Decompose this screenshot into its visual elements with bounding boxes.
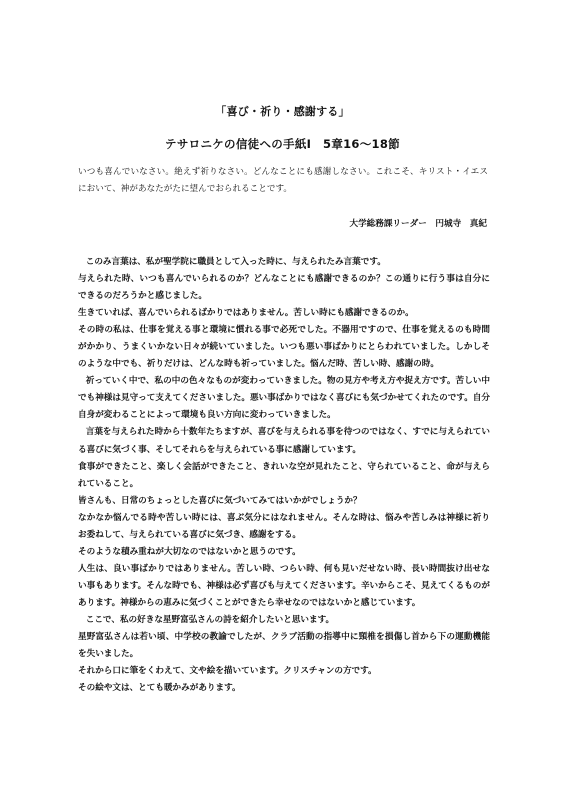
paragraph: 星野富弘さんは若い頃、中学校の教諭でしたが、クラブ活動の指導中に頸椎を損傷し首から下の運動機能を失いました。: [78, 632, 490, 660]
paragraph: それから口に筆をくわえて、文や絵を描いています。クリスチャンの方です。: [78, 666, 377, 677]
document-title: 「喜び・祈り・感謝する」: [215, 105, 350, 118]
scripture-reference: テサロニケの信徒への手紙Ⅰ 5章16～18節: [165, 137, 400, 151]
paragraph: なかなか悩んでる時や苦しい時には、喜ぶ気分にはなれません。そんな時は、悩みや苦しみは神様に祈りお委ねして、与えられている喜びに気づき、感謝をする。: [78, 512, 490, 540]
paragraph: そのような積み重ねが大切なのではないかと思うのです。: [78, 546, 301, 557]
body-text: [78, 254, 490, 697]
paragraph: その絵や文は、とても暖かみがあります。: [78, 683, 241, 694]
paragraph: ここで、私の好きな星野富弘さんの詩を紹介したいと思います。: [85, 614, 335, 625]
paragraph: 皆さんも、日常のちょっとした喜びに気づいてみてはいかがでしょうか？: [78, 495, 362, 506]
paragraph: このみ言葉は、私が聖学院に職員として入った時に、与えられたみ言葉です。: [85, 257, 386, 267]
paragraph: 食事ができたこと、楽しく会話ができたこと、きれいな空が見れたこと、守られていること、命が与えられていること。: [78, 461, 490, 489]
paragraph: その時の私は、仕事を覚える事と環境に慣れる事で必死でした。不器用ですので、仕事を覚えるのも時間がかかり、うまくいかない日々が続いていました。いつも悪い事ばかりにとらわれていました。しかしそのような中でも、祈りだけは、どんな時も祈っていました。悩んだ時、苦しい時、感謝の時。: [78, 325, 490, 370]
paragraph: 祈っていく中で、私の中の色々なものが変わっていきました。物の見方や考え方や捉え方です。苦しい中でも神様は見守って支えてくださいました。悪い事ばかりではなく喜びにも気づかせてくれたのです。自分自身が変わることによって環境も良い方向に変わっていきました。: [78, 376, 490, 421]
paragraph: 与えられた時、いつも喜んでいられるのか？どんなことにも感謝できるのか？この通りに行う事は自分にできるのだろうかと感じました。: [78, 274, 490, 302]
scripture-verse: いつも喜んでいなさい。絶えず祈りなさい。どんなことにも感謝しなさい。これこそ、キリスト・イエスにおいて、神があなたがたに望んでおられることです。: [78, 167, 488, 194]
paragraph: 人生は、良い事ばかりではありません。苦しい時、つらい時、何も見いだせない時、長い時間抜け出せない事もあります。そんな時でも、神様は必ず喜びも与えてくださいます。辛いからこそ、見えてくるものがあります。神様からの恵みに気づくことができたら幸せなのではないかと感じています。: [78, 563, 490, 608]
paragraph: 生きていれば、喜んでいられるばかりではありません。苦しい時にも感謝できるのか。: [78, 308, 414, 319]
paragraph: 言葉を与えられた時から十数年たちますが、喜びを与えられる事を待つのではなく、すでに与えられている喜びに気づく事、そしてそれらを与えられている事に感謝しています。: [78, 427, 490, 455]
author-line: 大学総務課リーダー 円城寺 真紀: [349, 219, 487, 229]
